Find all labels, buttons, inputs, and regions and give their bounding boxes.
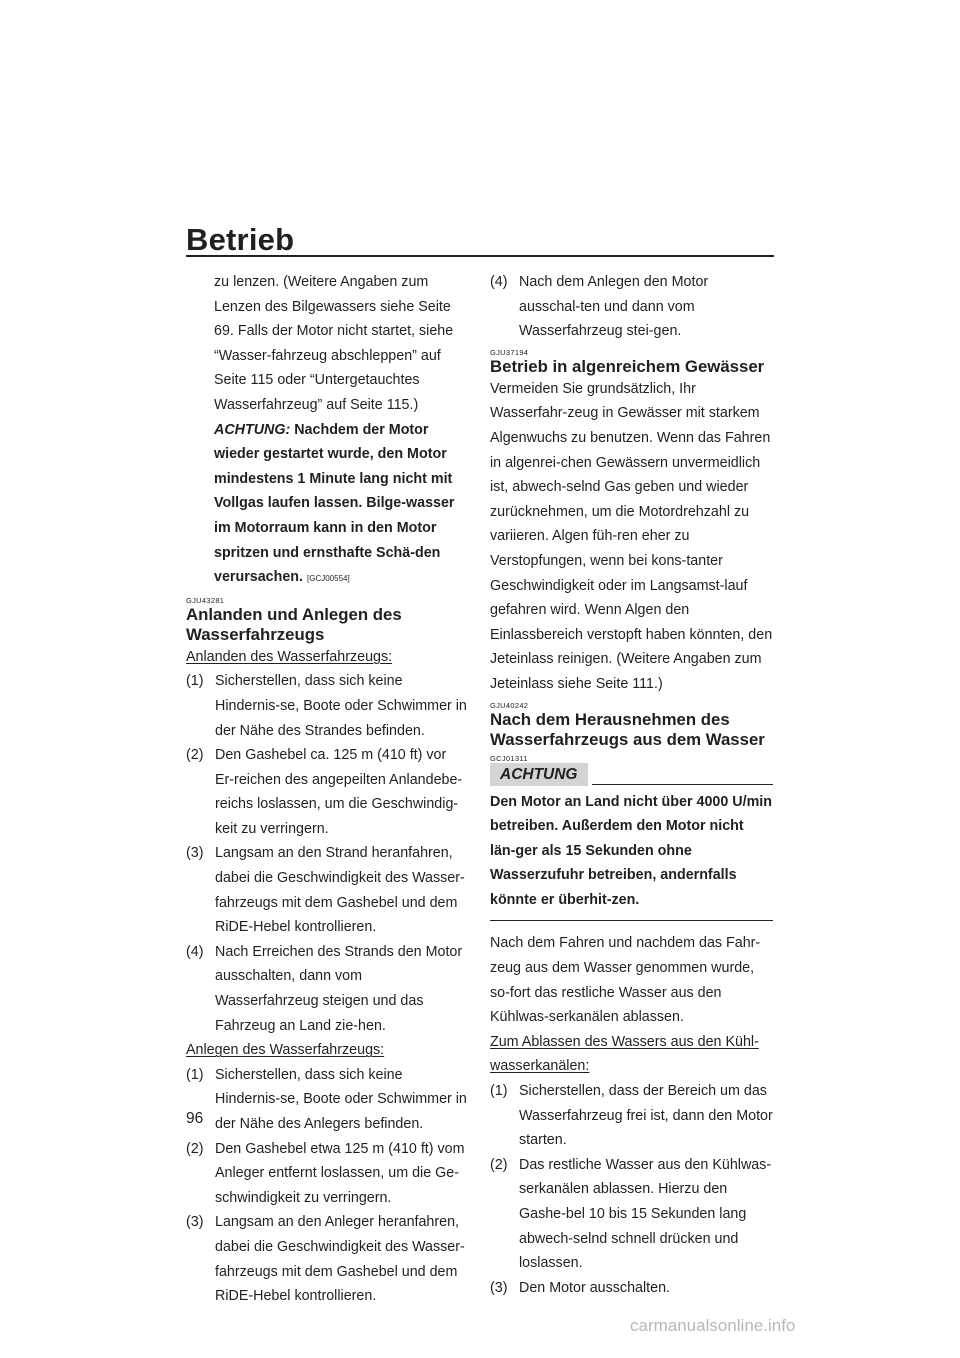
warning-code: GCJ01311 — [490, 753, 528, 763]
list-item — [186, 1137, 469, 1211]
warning-rule — [592, 784, 774, 785]
warning-box — [490, 754, 773, 922]
left-column — [186, 270, 469, 1309]
section-heading-after-removal: Nach dem Herausnehmen des Wasserfahrzeugs aus dem Wasser — [490, 709, 765, 749]
step-text: Sicherstellen, dass sich keine Hindernis-se, Boote oder Schwimmer in der Nähe des Strandes befinden. — [215, 673, 467, 739]
watermark: carmanualsonline.info — [630, 1316, 796, 1335]
step-number: (4) — [186, 943, 204, 960]
docking-steps — [186, 1063, 469, 1309]
algae-paragraph: Vermeiden Sie grundsätzlich, Ihr Wasserfahr-zeug in Gewässer mit starkem Algenwuchs zu benutzen. Wenn das Fahren in algenrei-chen Gewässern unvermeidlich ist, abwech-selnd Gas geben und wieder zurücknehmen, um die Motordrehzahl zu variieren. Algen füh-ren eher zu Verstopfungen, wenn bei kons-tanter Geschwindigkeit oder im Langsamst-lauf gefahren wird. Wenn Algen den Einlassbereich verstopft haben könnten, den Jeteinlass reinigen. (Weitere Angaben zum Jeteinlass siehe Seite 111.) — [490, 380, 773, 692]
step-number: (3) — [490, 1279, 508, 1296]
list-item — [186, 1210, 469, 1308]
step-text: Langsam an den Strand heranfahren, dabei die Geschwindigkeit des Wasser-fahrzeugs mit dem Gashebel und dem RiDE-Hebel kontrollieren. — [215, 845, 465, 936]
section-code: GJU43281 — [186, 595, 225, 605]
list-item — [186, 743, 469, 841]
list-item — [490, 1276, 773, 1301]
step-number: (1) — [490, 1083, 508, 1100]
step-number: (2) — [186, 1140, 204, 1157]
warning-text: Den Motor an Land nicht über 4000 U/min betreiben. Außerdem den Motor nicht län-ger als 15 Sekunden ohne Wasserzufuhr betreiben, andernfalls könnte er überhit-zen. — [490, 786, 773, 922]
list-item — [186, 1063, 469, 1137]
step-text: Das restliche Wasser aus den Kühlwas-serkanälen ablassen. Hierzu den Gashe-bel 10 bis 15 Sekunden lang abwech-selnd schnell drücken und loslassen. — [519, 1156, 772, 1272]
list-item — [186, 841, 469, 939]
section-code: GJU40242 — [490, 700, 529, 710]
continued-text: zu lenzen. (Weitere Angaben zum Lenzen des Bilgewassers siehe Seite 69. Falls der Motor nicht startet, siehe “Wasser-fahrzeug abschleppen” auf Seite 115 oder “Untergetauchtes Wasserfahrzeug” auf Seite 115.) — [214, 274, 454, 413]
caution-code: [GCJ00554] — [307, 574, 350, 584]
step-text: Den Gashebel ca. 125 m (410 ft) vor Er-reichen des angepeilten Anlandebe-reichs loslassen, um die Geschwindig-keit zu verringern. — [215, 747, 463, 837]
caution-label: ACHTUNG: — [214, 421, 291, 438]
step-text: Den Motor ausschalten. — [519, 1279, 670, 1296]
list-item — [490, 1153, 773, 1276]
list-item — [490, 270, 773, 344]
beaching-steps — [186, 669, 469, 1038]
page-number: 96 — [186, 1110, 204, 1127]
step-number: (4) — [490, 274, 508, 290]
subheading-beaching: Anlanden des Wasserfahrzeugs: — [186, 648, 393, 665]
step-number: (1) — [186, 673, 204, 690]
step-text: Sicherstellen, dass sich keine Hindernis-se, Boote oder Schwimmer in der Nähe des Anlegers befinden. — [215, 1066, 467, 1132]
section-heading-algae: Betrieb in algenreichem Gewässer — [490, 356, 765, 376]
caution-text: Nachdem der Motor wieder gestartet wurde, den Motor mindestens 1 Minute lang nicht mit Vollgas laufen lassen. Bilge-wasser im Motorraum kann in den Motor spritzen und ernsthafte Schä-den verursachen. — [214, 421, 455, 586]
step-number: (1) — [186, 1066, 204, 1083]
list-item — [186, 940, 469, 1038]
step-number: (3) — [186, 845, 204, 862]
list-item — [186, 669, 469, 743]
header-rule — [186, 255, 774, 257]
warning-badge: ACHTUNG — [490, 763, 588, 786]
drain-steps — [490, 1079, 773, 1300]
step-number: (2) — [186, 747, 204, 764]
step-number: (3) — [186, 1214, 204, 1231]
section-code: GJU37194 — [490, 347, 529, 357]
list-item — [490, 1079, 773, 1153]
right-column — [490, 270, 773, 1300]
step-number: (2) — [490, 1156, 508, 1173]
step-text: Langsam an den Anleger heranfahren, dabei die Geschwindigkeit des Wasser-fahrzeugs mit dem Gashebel und dem RiDE-Hebel kontrollieren. — [215, 1214, 465, 1305]
continued-paragraph — [186, 270, 469, 592]
page-title: Betrieb — [186, 222, 295, 257]
step-text: Nach dem Anlegen den Motor ausschal-ten und dann vom Wasserfahrzeug stei-gen. — [519, 274, 709, 340]
section-heading-landing: Anlanden und Anlegen des Wasserfahrzeugs — [186, 604, 402, 644]
step-text: Sicherstellen, dass der Bereich um das Wasserfahrzeug frei ist, dann den Motor starten. — [519, 1083, 773, 1149]
after-removal-paragraph: Nach dem Fahren und nachdem das Fahr-zeug aus dem Wasser genommen wurde, so-fort das restliche Wasser aus den Kühlwas-serkanälen ablassen. — [490, 935, 761, 1026]
docking-steps-continued — [490, 270, 773, 344]
subheading-docking: Anlegen des Wasserfahrzeugs: — [186, 1042, 385, 1059]
step-text: Nach Erreichen des Strands den Motor ausschalten, dann vom Wasserfahrzeug steigen und das Fahrzeug an Land zie-hen. — [215, 943, 463, 1034]
warning-header — [490, 763, 773, 786]
subheading-drain: Zum Ablassen des Wassers aus den Kühl-wasserkanälen: — [490, 1033, 759, 1075]
step-text: Den Gashebel etwa 125 m (410 ft) vom Anleger entfernt loslassen, um die Ge-schwindigkeit zu verringern. — [215, 1140, 465, 1206]
